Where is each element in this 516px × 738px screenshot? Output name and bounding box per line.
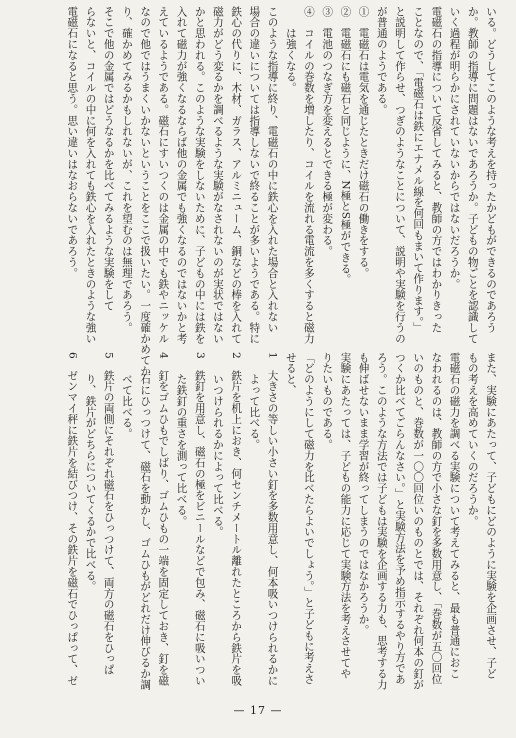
lower-text-block bbox=[14, 352, 500, 690]
page-number: — 17 — bbox=[233, 704, 283, 717]
text-line: た鉄釘の重さを測って比べる。 bbox=[175, 352, 188, 527]
text-line: 3 鉄釘を用意し、磁石の極をビニールなどで包み、磁石に吸いつい bbox=[193, 352, 206, 687]
text-line: 石にひっつけて、磁石を動かし、ゴムひもがどれだけ伸びるか調 bbox=[139, 352, 152, 690]
text-line: り、確かめてみるかもしれないが、これを望むのは無理であろう。 bbox=[120, 6, 133, 333]
text-line: このような指導に終り、電磁石の中に鉄心を入れた場合と入れない bbox=[266, 6, 279, 333]
text-line: 入れて磁力が強くなるならば他の金属でも強くなるのではないかと考 bbox=[175, 6, 188, 344]
text-line: 5 鉄片の両側にそれぞれ磁石をひっつけて、両方の磁石をひっぱ bbox=[102, 352, 115, 676]
text-line: と説明して作らせ、つぎのようなことについて、説明や実験を行うの bbox=[393, 6, 406, 344]
text-line: 実験にあたっては、子どもの能力に応じて実験方法を考えさせてや bbox=[339, 352, 352, 679]
text-line: 2 鉄片を机上におき、何センチメートル離れたところから鉄片を吸 bbox=[230, 352, 243, 687]
text-line: せると、 bbox=[284, 352, 297, 396]
text-line: り、鉄片がどちらについてくるかで比べる。 bbox=[84, 352, 97, 592]
text-line: が普通のようである。 bbox=[375, 6, 388, 115]
text-line: なので他ではうまくいかないということをここで扱いたい。一度確かめてか bbox=[139, 6, 152, 377]
text-line: も伸ばせないまま学習が終ってしまうのではなかろうか。 bbox=[357, 352, 370, 636]
text-line: なわれるのは、教師の方で小さな釘を多数用意し、「巻数が五〇回位 bbox=[430, 352, 443, 685]
text-line: 電磁石の磁力を調べる実験について考えてみると、最も普通におこ bbox=[448, 352, 461, 679]
text-line: ① 電磁石は電気を通じたときだけ磁石の働きをする。 bbox=[357, 6, 370, 279]
text-line: いく過程が明らかにされていないからではないだろうか。 bbox=[448, 6, 461, 290]
text-line: えているようである。磁石にすいつくのは金属の中でも鉄やニッケル bbox=[157, 6, 170, 344]
text-line: ろう。このような方法では子どもは実験を企画する力も、思考する力 bbox=[375, 352, 388, 690]
text-line: 場合の違いについては指導しないで終ることが多いようである。特に bbox=[248, 6, 261, 344]
text-line: は強くなる。 bbox=[284, 6, 297, 94]
text-line: かと思われる。このような実験をしないために、子どもの中には鉄を bbox=[193, 6, 206, 344]
text-line: べて比べる。 bbox=[120, 352, 133, 440]
text-line: か。教師の指導に問題はないであろうか。子どもの物ごとを認識して bbox=[466, 6, 479, 344]
text-line: いのものと、巻数が一〇〇回位いのものとでは、それぞれ何本の釘が bbox=[412, 352, 425, 690]
text-line: ④ コイルの巻数を増したり、コイルを流れる電流を多くすると磁力 bbox=[302, 6, 315, 344]
text-line: よって比べる。 bbox=[248, 352, 261, 451]
text-line: 6 ゼンマイ秤に鉄片を結びつけ、その鉄片を磁石でひっぱって、ゼ bbox=[66, 352, 79, 687]
text-line: いる。どうしてこのような考えを持ったかどもができるのであろう bbox=[485, 6, 497, 333]
text-line: つくか比べてごらんなさい。」と実験方法を予め指示するやり方であ bbox=[393, 352, 406, 685]
text-line: ③ 電池のつなぎ方を変えるとできる極が変わる。 bbox=[321, 6, 334, 257]
text-line: いつけられるかによって比べる。 bbox=[211, 352, 224, 538]
text-line: 電磁石の指導について反省してみると、教師の方ではわかりきった bbox=[430, 6, 443, 333]
text-line: りたいものである。 bbox=[321, 352, 334, 451]
text-line: 4 釘をゴムひもでしばり、ゴムひもの一端を固定しておき、釘を磁 bbox=[157, 352, 170, 687]
text-line: 鉄心の代りに、木材、ガラス、アルミニューム、銅などの棒を入れて bbox=[230, 6, 243, 344]
text-line: 1 大きさの等しい小さい釘を多数用意し、何本吸いつけられるかに bbox=[266, 352, 279, 687]
text-line: ことなので、「電磁石は鉄にエナメル線を何回もまいて作ります。」 bbox=[412, 6, 425, 334]
text-line: また、実験にあたって、子どもにどのように実験を企画させ、子ど bbox=[485, 352, 497, 679]
text-line: 「どのようにして磁力を比べたらよいでしょう。」と子どもに考えさ bbox=[302, 352, 315, 685]
text-line: そこで他の金属ではどうなるかを比べてみるような実験をして bbox=[102, 6, 115, 312]
text-line: らないと、コイルの中に何を入れても鉄心を入れたときのような強い bbox=[84, 6, 97, 344]
text-line: 磁力がどう変るかを調べるような実験がなされないのが実状ではない bbox=[211, 6, 224, 344]
text-line: ② 電磁石にも磁石と同じように、N極とS極ができる。 bbox=[339, 6, 352, 285]
text-line: もの考えを高めていくのだろうか。 bbox=[466, 352, 479, 527]
text-line: 電磁石になると思う。思い違いはなおらないであろう。 bbox=[66, 6, 79, 279]
